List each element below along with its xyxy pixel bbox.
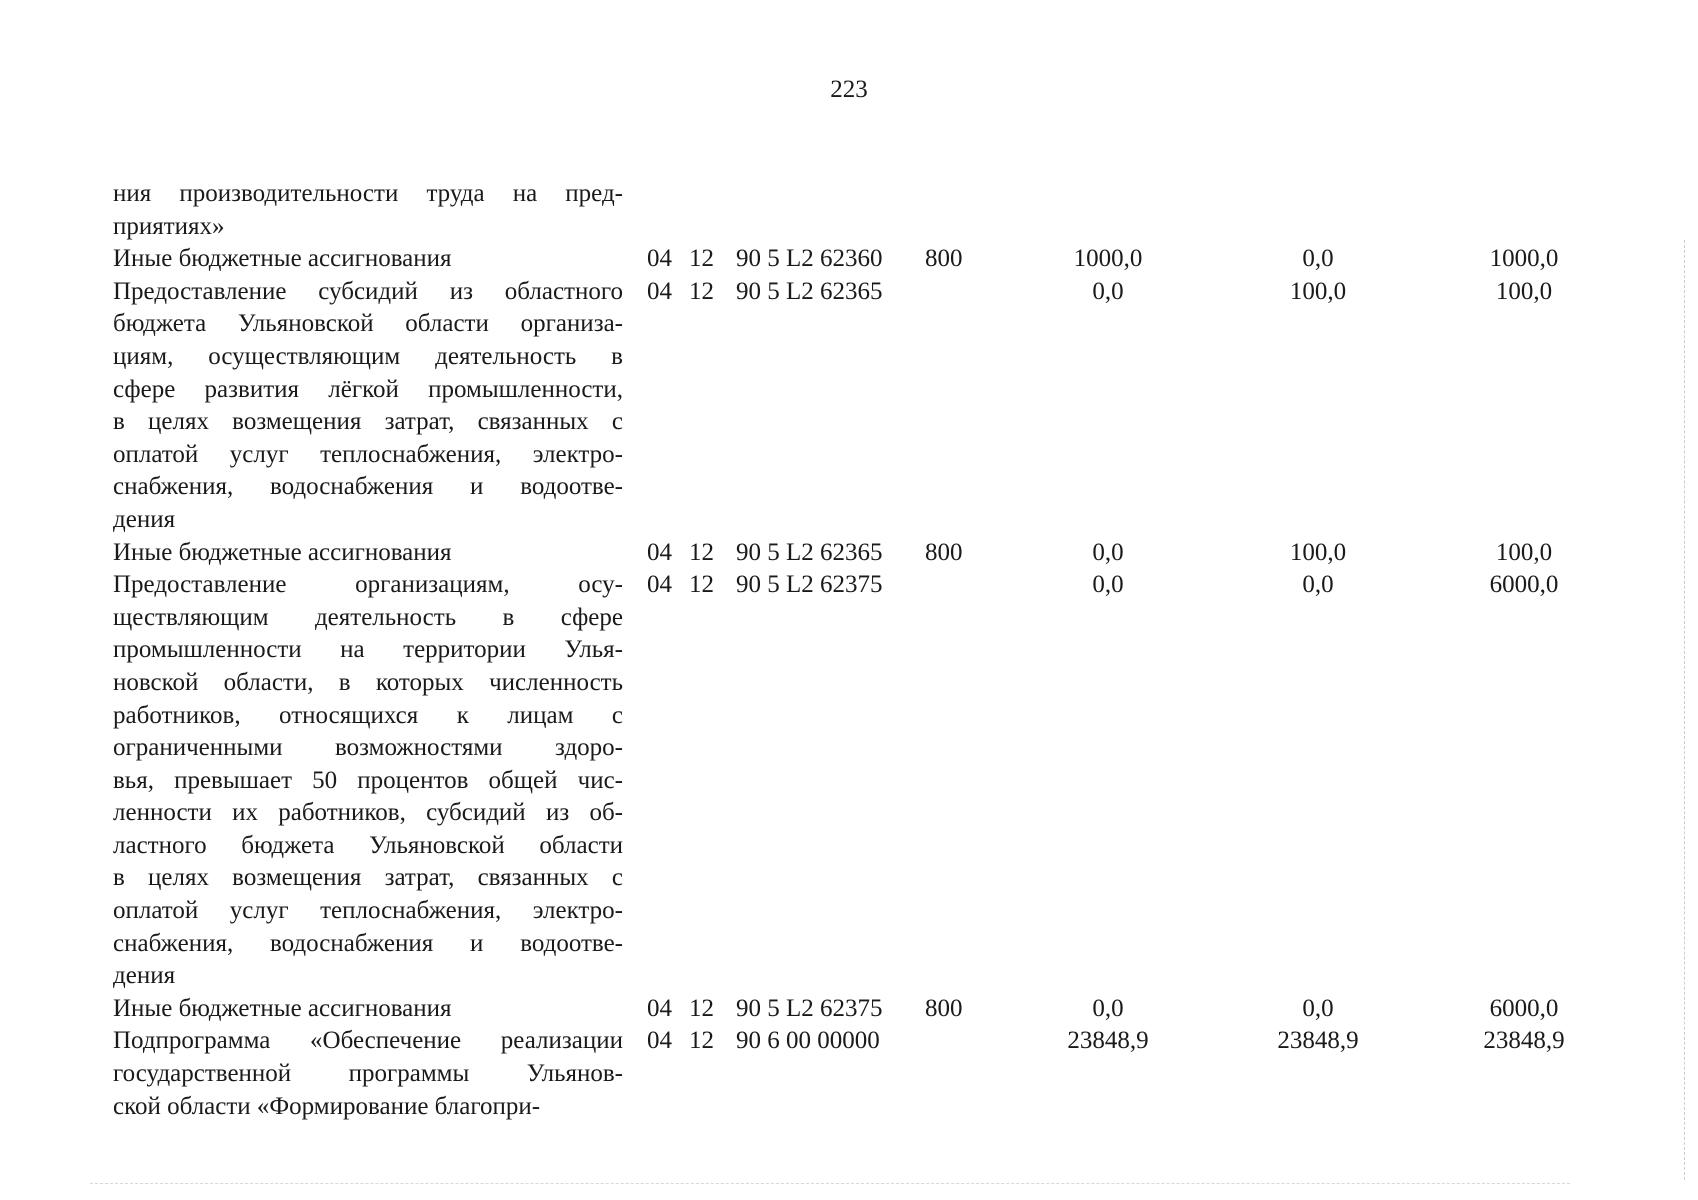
scan-artifact-bottom [90,1183,1570,1184]
description-line: приятиях» [113,212,225,240]
description-line: циям, осуществляющим деятельность в [113,342,623,370]
description-line: оплатой услуг теплоснабжения, электро- [113,440,623,468]
section-code: 04 [647,538,672,566]
amount-year-3: 1000,0 [1489,245,1559,273]
description-line: дения [113,505,176,533]
description-line: сфере развития лёгкой промышленности, [113,375,623,403]
row-description [113,243,623,276]
expense-type-code: 800 [925,994,963,1022]
target-article-code: 90 5 L2 62365 [736,538,883,566]
subsection-code: 12 [689,994,714,1022]
row-description [113,537,623,570]
amount-year-2: 100,0 [1289,538,1347,566]
amount-year-2: 100,0 [1289,277,1347,305]
amount-year-3: 100,0 [1495,538,1553,566]
description-line: дения [113,962,176,990]
amount-year-2: 0,0 [1302,994,1334,1022]
description-line: в целях возмещения затрат, связанных с [113,408,623,436]
description-line: ществляющим деятельность в сфере [113,603,623,631]
row-description [113,276,623,537]
description-line: работников, относящихся к лицам с [113,701,623,729]
subsection-code: 12 [689,245,714,273]
description-line: Иные бюджетные ассигнования [113,245,452,273]
section-code: 04 [647,1027,672,1055]
target-article-code: 90 5 L2 62375 [736,994,883,1022]
table-row [113,993,1563,1026]
budget-table [113,178,1563,1123]
amount-year-1: 23848,9 [1067,1027,1149,1055]
section-code: 04 [647,571,672,599]
target-article-code: 90 5 L2 62375 [736,571,883,599]
amount-year-1: 0,0 [1092,994,1124,1022]
description-line: вья, превышает 50 процентов общей чис- [113,766,623,794]
description-line: в целях возмещения затрат, связанных с [113,864,623,892]
amount-year-1: 0,0 [1092,277,1124,305]
description-line: снабжения, водоснабжения и водоотве- [113,473,623,501]
table-row [113,178,1563,243]
description-line: Предоставление субсидий из областного [113,277,623,305]
table-row [113,243,1563,276]
subsection-code: 12 [689,571,714,599]
description-line: Предоставление организациям, осу- [113,571,623,599]
row-description [113,993,623,1026]
section-code: 04 [647,245,672,273]
amount-year-1: 0,0 [1092,571,1124,599]
amount-year-2: 0,0 [1302,245,1334,273]
description-line: ния производительности труда на пред- [113,180,623,207]
amount-year-3: 6000,0 [1489,994,1559,1022]
description-line: ограниченными возможностями здоро- [113,734,623,762]
description-line: ленности их работников, субсидий из об- [113,799,623,827]
amount-year-1: 0,0 [1092,538,1124,566]
amount-year-3: 23848,9 [1483,1027,1565,1055]
table-row [113,537,1563,570]
row-description [113,178,623,243]
description-line: Подпрограмма «Обеспечение реализации [113,1027,623,1055]
amount-year-3: 100,0 [1495,277,1553,305]
amount-year-2: 0,0 [1302,571,1334,599]
subsection-code: 12 [689,538,714,566]
subsection-code: 12 [689,1027,714,1055]
target-article-code: 90 6 00 00000 [736,1027,880,1055]
target-article-code: 90 5 L2 62360 [736,245,883,273]
description-line: Иные бюджетные ассигнования [113,538,452,566]
amount-year-3: 6000,0 [1489,571,1559,599]
description-line: бюджета Ульяновской области организа- [113,310,623,338]
section-code: 04 [647,994,672,1022]
table-row [113,276,1563,537]
scan-artifact-right [1684,240,1685,1180]
target-article-code: 90 5 L2 62365 [736,277,883,305]
expense-type-code: 800 [925,245,963,273]
description-line: Иные бюджетные ассигнования [113,994,452,1022]
description-line: снабжения, водоснабжения и водоотве- [113,929,623,957]
row-description [113,1025,623,1123]
table-row [113,1025,1563,1123]
subsection-code: 12 [689,277,714,305]
description-line: ской области «Формирование благопри- [113,1092,541,1120]
section-code: 04 [647,277,672,305]
expense-type-code: 800 [925,538,963,566]
amount-year-2: 23848,9 [1277,1027,1359,1055]
table-row [113,569,1563,993]
amount-year-1: 1000,0 [1073,245,1143,273]
description-line: ластного бюджета Ульяновской области [113,831,623,859]
page-number: 223 [830,76,868,103]
description-line: промышленности на территории Улья- [113,636,623,664]
description-line: государственной программы Ульянов- [113,1060,623,1088]
description-line: оплатой услуг теплоснабжения, электро- [113,897,623,925]
row-description [113,569,623,993]
description-line: новской области, в которых численность [113,668,623,696]
